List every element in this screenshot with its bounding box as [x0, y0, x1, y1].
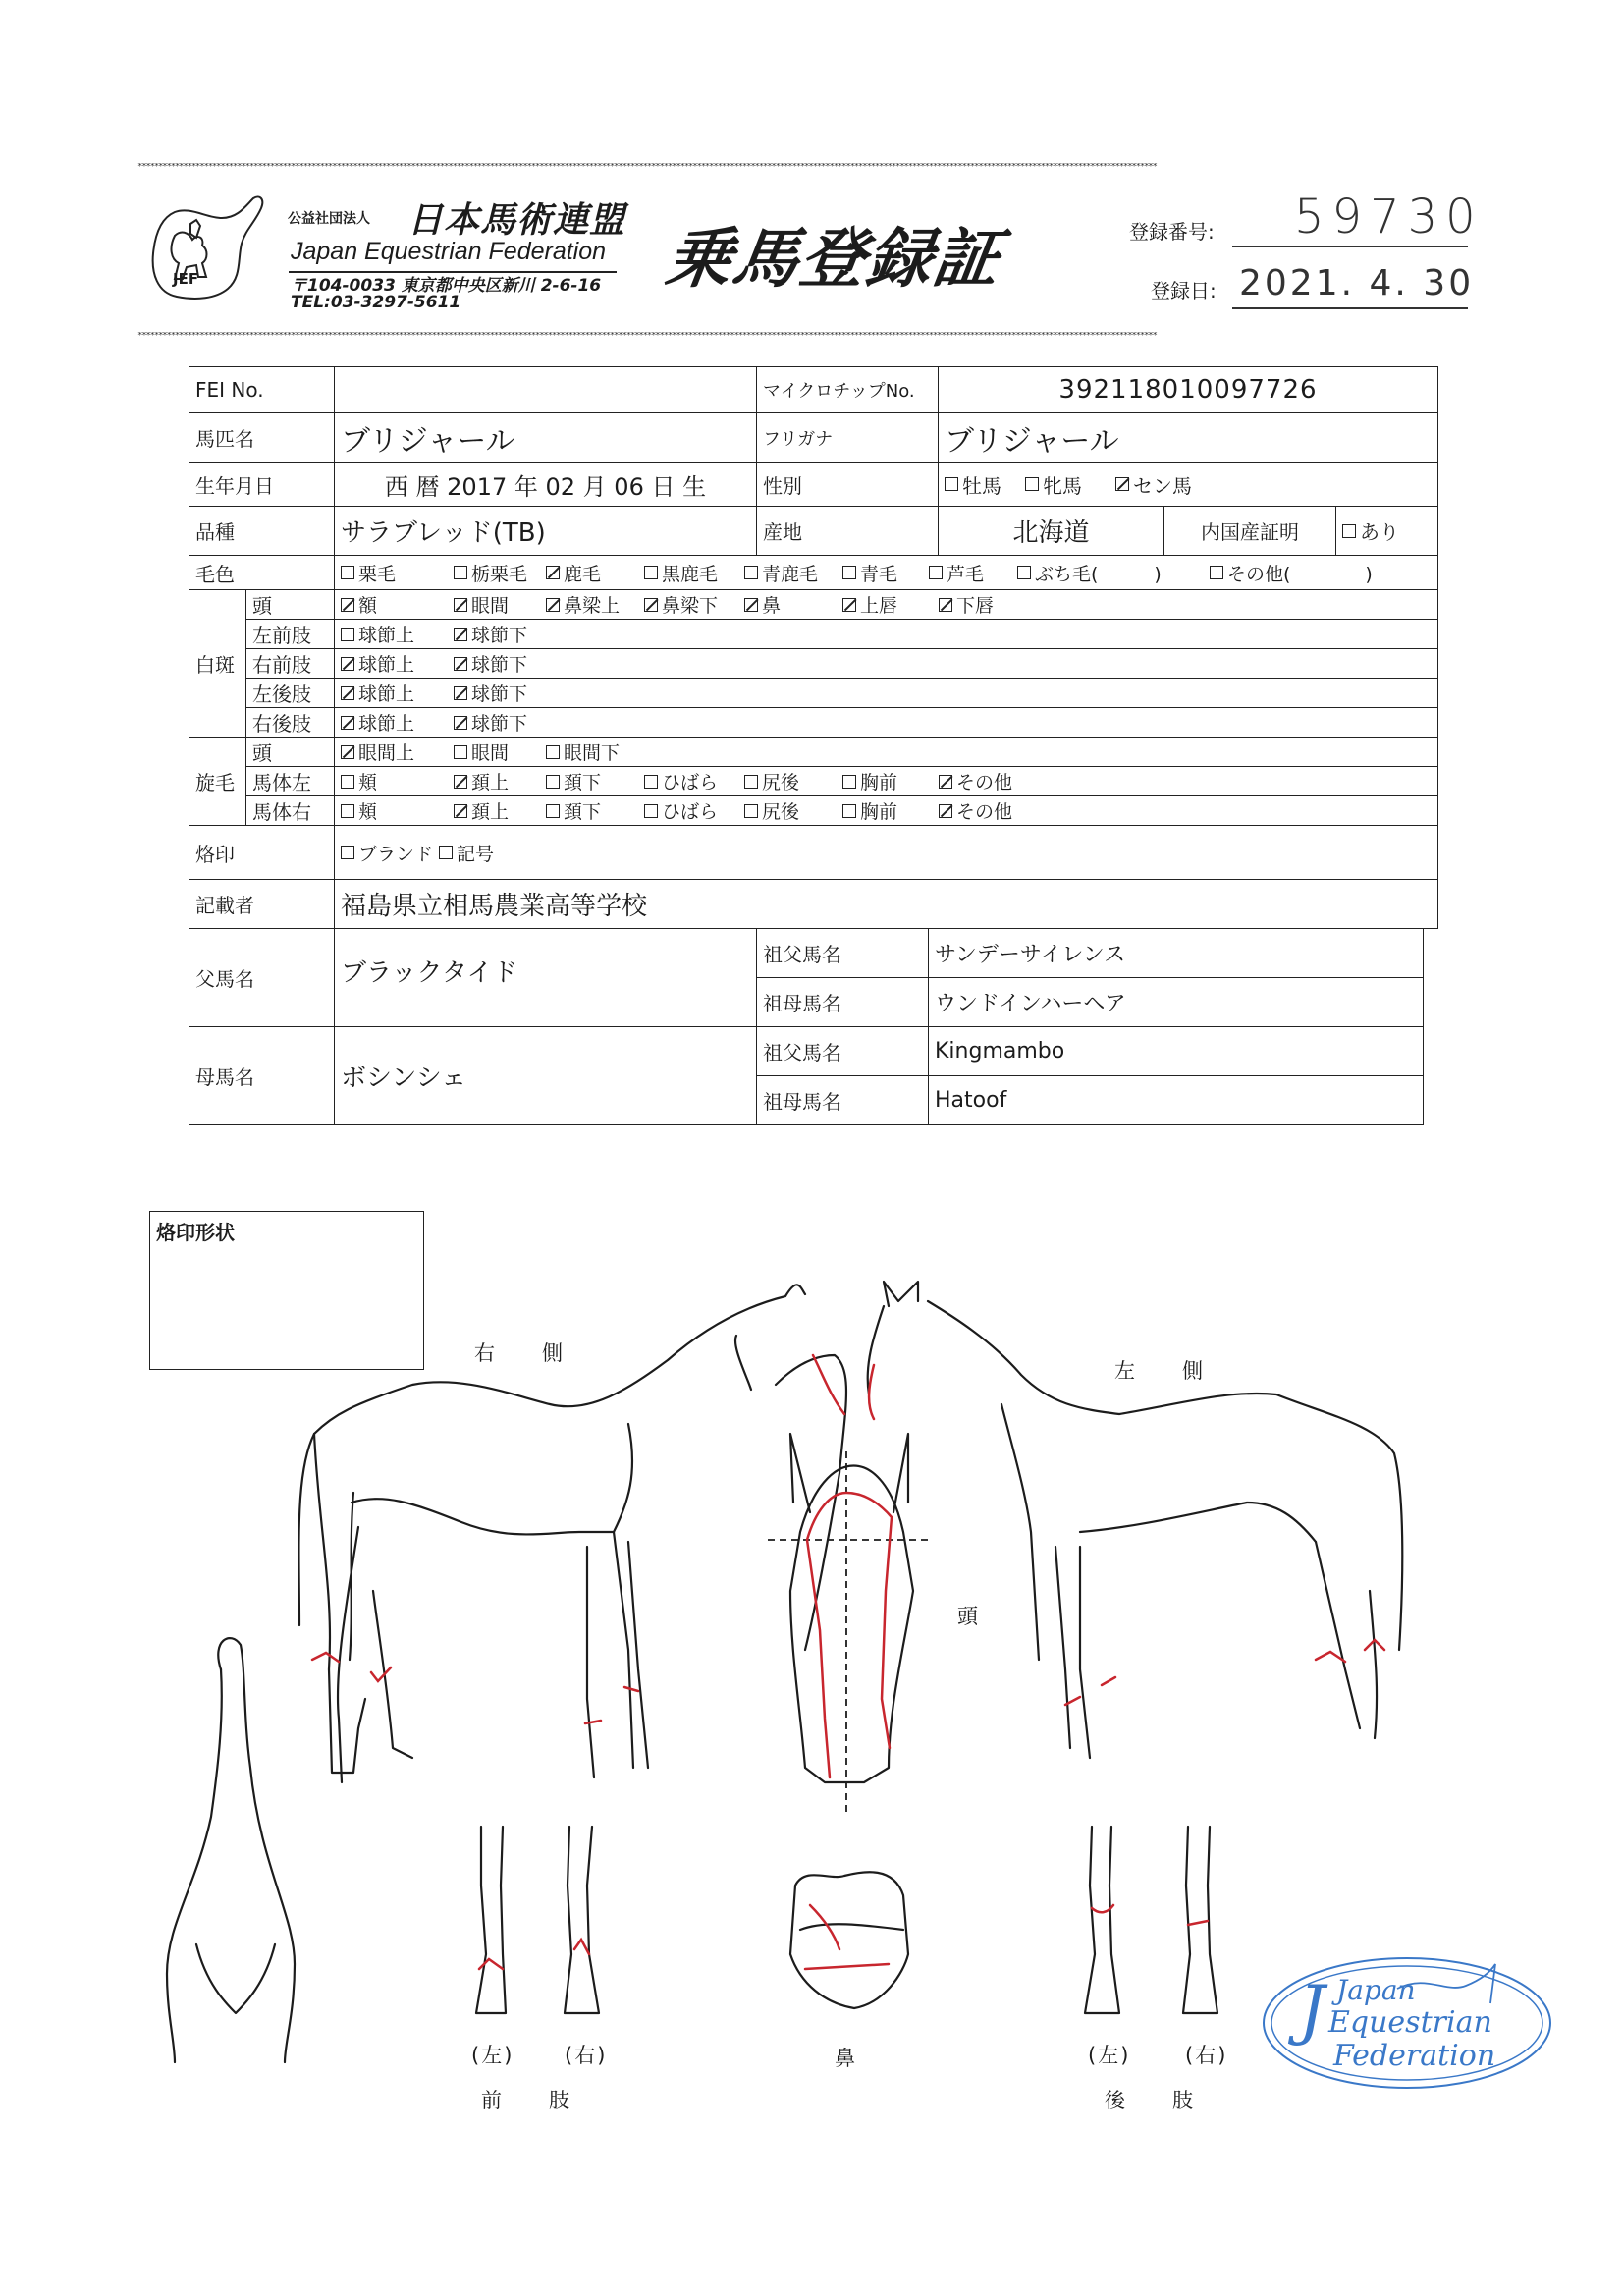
domestic-cert-label: 内国産証明 [1163, 506, 1336, 556]
white-head-lower-lip[interactable]: 下唇 [939, 591, 994, 618]
white-markings-label: 白斑 [189, 589, 246, 738]
sire-grandsire-value: サンデーサイレンス [928, 928, 1424, 978]
org-address: 〒104-0033 東京都中央区新川 2-6-16 [291, 276, 602, 296]
coat-option-black[interactable]: 青毛 [842, 560, 929, 586]
front-legs-caption: 前 肢 [481, 2089, 571, 2112]
recorder-value: 福島県立相馬農業高等学校 [334, 879, 1438, 929]
whorl-head-between-eyes[interactable]: 眼間 [454, 738, 546, 765]
logo-badge: JEF [173, 270, 199, 288]
white-right-fore-label: 右前肢 [245, 648, 335, 679]
sire-grandsire-label: 祖父馬名 [756, 928, 929, 978]
white-right-fore-below-fetlock[interactable]: 球節下 [454, 650, 527, 677]
white-head-nose[interactable]: 鼻 [744, 591, 842, 618]
whorl-left-cheek[interactable]: 頬 [341, 768, 454, 794]
org-name-en: Japan Equestrian Federation [291, 238, 607, 265]
white-right-hind-below-fetlock[interactable]: 球節下 [454, 709, 527, 736]
nose-label: 鼻 [835, 2047, 857, 2070]
whorl-right-lower-neck[interactable]: 頚下 [546, 797, 644, 824]
coat-option-dark-bay[interactable]: 黒鹿毛 [644, 560, 744, 586]
white-left-hind-below-fetlock[interactable]: 球節下 [454, 680, 527, 706]
dam-granddam-value: Hatoof [928, 1075, 1424, 1125]
white-head-label: 頭 [245, 589, 335, 620]
furigana-value: ブリジャール [938, 412, 1438, 463]
white-left-hind-label: 左後肢 [245, 678, 335, 708]
recorder-label: 記載者 [189, 879, 335, 929]
microchip-value: 392118010097726 [938, 366, 1438, 413]
right-side-label: 右 側 [474, 1341, 565, 1365]
breed-label: 品種 [189, 506, 335, 556]
white-right-fore-above-fetlock[interactable]: 球節上 [341, 650, 454, 677]
sire-granddam-label: 祖母馬名 [756, 977, 929, 1027]
whorl-left-buttock[interactable]: 尻後 [744, 768, 842, 794]
whorl-right-upper-neck[interactable]: 頚上 [454, 797, 546, 824]
brand-shape-label: 烙印形状 [156, 1221, 235, 1244]
right-side-horse-icon [298, 1285, 846, 1782]
whorl-right-other[interactable]: その他 [939, 797, 1012, 824]
stamp-line1: Japan [1336, 1974, 1416, 2006]
furigana-label: フリガナ [756, 412, 939, 463]
brand-option-symbol[interactable]: 記号 [439, 840, 494, 866]
hind-legs-icon [1085, 1827, 1217, 2013]
nose-icon [790, 1872, 908, 2008]
star-border-bottom: ****************************************************************************************************************************************************************************************************************************************************** [137, 332, 1157, 340]
stamp-line2: Equestrian [1328, 2005, 1492, 2040]
whorl-right-buttock[interactable]: 尻後 [744, 797, 842, 824]
left-side-label: 左 側 [1114, 1359, 1205, 1383]
white-left-fore-label: 左前肢 [245, 619, 335, 649]
fei-no-label: FEI No. [189, 366, 335, 413]
whorl-right-cheek[interactable]: 頬 [341, 797, 454, 824]
horse-name-value: ブリジャール [334, 412, 757, 463]
sire-label: 父馬名 [189, 928, 335, 1027]
whorl-left-flank[interactable]: ひばら [644, 768, 744, 794]
coat-option-chestnut[interactable]: 栗毛 [341, 560, 454, 586]
white-left-fore-above-fetlock[interactable]: 球節上 [341, 621, 454, 647]
whorl-head-label: 頭 [245, 737, 335, 767]
coat-option-grey[interactable]: 芦毛 [929, 560, 1017, 586]
brand-label: 烙印 [189, 825, 335, 880]
whorl-left-lower-neck[interactable]: 頚下 [546, 768, 644, 794]
domestic-cert-option[interactable]: あり [1335, 506, 1438, 556]
left-side-horse-icon [868, 1282, 1403, 1758]
whorl-head-above-eyes[interactable]: 眼間上 [341, 738, 454, 765]
registration-date: 2021. 4. 30 [1239, 263, 1475, 303]
sire-granddam-value: ウンドインハーヘア [928, 977, 1424, 1027]
dam-granddam-label: 祖母馬名 [756, 1075, 929, 1125]
whorl-right-flank[interactable]: ひばら [644, 797, 744, 824]
dam-label: 母馬名 [189, 1026, 335, 1125]
whorl-head-below-eyes[interactable]: 眼間下 [546, 738, 620, 765]
registration-date-label: 登録日: [1151, 279, 1217, 302]
birth-date-value: 西 暦 2017 年 02 月 06 日 生 [334, 462, 757, 507]
breed-value: サラブレッド(TB) [334, 506, 757, 556]
registration-number: 59730 [1294, 190, 1484, 245]
org-name-jp: 日本馬術連盟 [407, 200, 626, 241]
hind-left-label: (左) [1088, 2044, 1131, 2067]
front-right-label: (右) [565, 2044, 608, 2067]
dam-value: ボシンシェ [334, 1026, 757, 1125]
whorls-label: 旋毛 [189, 737, 246, 826]
document-title: 乗馬登録証 [661, 221, 1006, 297]
registration-number-label: 登録番号: [1129, 220, 1215, 244]
horse-name-label: 馬匹名 [189, 412, 335, 463]
coat-option-brown[interactable]: 青鹿毛 [744, 560, 842, 586]
sex-option-stallion[interactable]: 牡馬 [945, 470, 1011, 499]
top-view-horse-icon [167, 1638, 295, 2062]
white-head-between-eyes[interactable]: 眼間 [454, 591, 546, 618]
hind-legs-caption: 後 肢 [1105, 2089, 1195, 2112]
head-label: 頭 [957, 1605, 980, 1628]
sire-value: ブラックタイド [334, 928, 757, 1027]
coat-option-other[interactable]: その他( ) [1210, 560, 1373, 586]
whorl-left-upper-neck[interactable]: 頚上 [454, 768, 546, 794]
front-legs-icon [476, 1827, 599, 2013]
microchip-label: マイクロチップNo. [756, 366, 939, 413]
org-tel: TEL:03-3297-5611 [291, 293, 461, 312]
sex-option-gelding[interactable]: セン馬 [1115, 470, 1192, 499]
white-head-upper-bridge[interactable]: 鼻梁上 [546, 591, 644, 618]
brand-option-brand[interactable]: ブランド [341, 840, 433, 866]
front-left-label: (左) [471, 2044, 514, 2067]
white-left-fore-below-fetlock[interactable]: 球節下 [454, 621, 527, 647]
sex-option-mare[interactable]: 牝馬 [1025, 470, 1115, 499]
coat-option-pinto[interactable]: ぶち毛( ) [1017, 560, 1210, 586]
whorl-right-chest[interactable]: 胸前 [842, 797, 939, 824]
coat-color-label: 毛色 [189, 555, 335, 590]
dam-grandsire-label: 祖父馬名 [756, 1026, 929, 1076]
hind-right-label: (右) [1185, 2044, 1228, 2067]
origin-label: 産地 [756, 506, 939, 556]
whorl-left-other[interactable]: その他 [939, 768, 1012, 794]
star-border-top: ****************************************************************************************************************************************************************************************************************************************************** [137, 163, 1157, 171]
org-type: 公益社団法人 [288, 211, 370, 227]
whorl-left-chest[interactable]: 胸前 [842, 768, 939, 794]
white-right-hind-above-fetlock[interactable]: 球節上 [341, 709, 454, 736]
jef-stamp [1260, 1954, 1554, 2092]
coat-option-dark-chestnut[interactable]: 栃栗毛 [454, 560, 546, 586]
whorl-right-body-label: 馬体右 [245, 795, 335, 826]
origin-value: 北海道 [938, 506, 1164, 556]
stamp-initial: J [1299, 1972, 1325, 2048]
dam-grandsire-value: Kingmambo [928, 1026, 1424, 1076]
white-head-upper-lip[interactable]: 上唇 [842, 591, 939, 618]
head-front-view-icon [768, 1434, 933, 1817]
whorl-left-body-label: 馬体左 [245, 766, 335, 796]
white-head-forehead[interactable]: 額 [341, 591, 454, 618]
white-head-lower-bridge[interactable]: 鼻梁下 [644, 591, 744, 618]
white-right-hind-label: 右後肢 [245, 707, 335, 738]
white-left-hind-above-fetlock[interactable]: 球節上 [341, 680, 454, 706]
sex-label: 性別 [756, 462, 939, 507]
birth-date-label: 生年月日 [189, 462, 335, 507]
coat-option-bay[interactable]: 鹿毛 [546, 560, 644, 586]
stamp-line3: Federation [1333, 2039, 1496, 2073]
